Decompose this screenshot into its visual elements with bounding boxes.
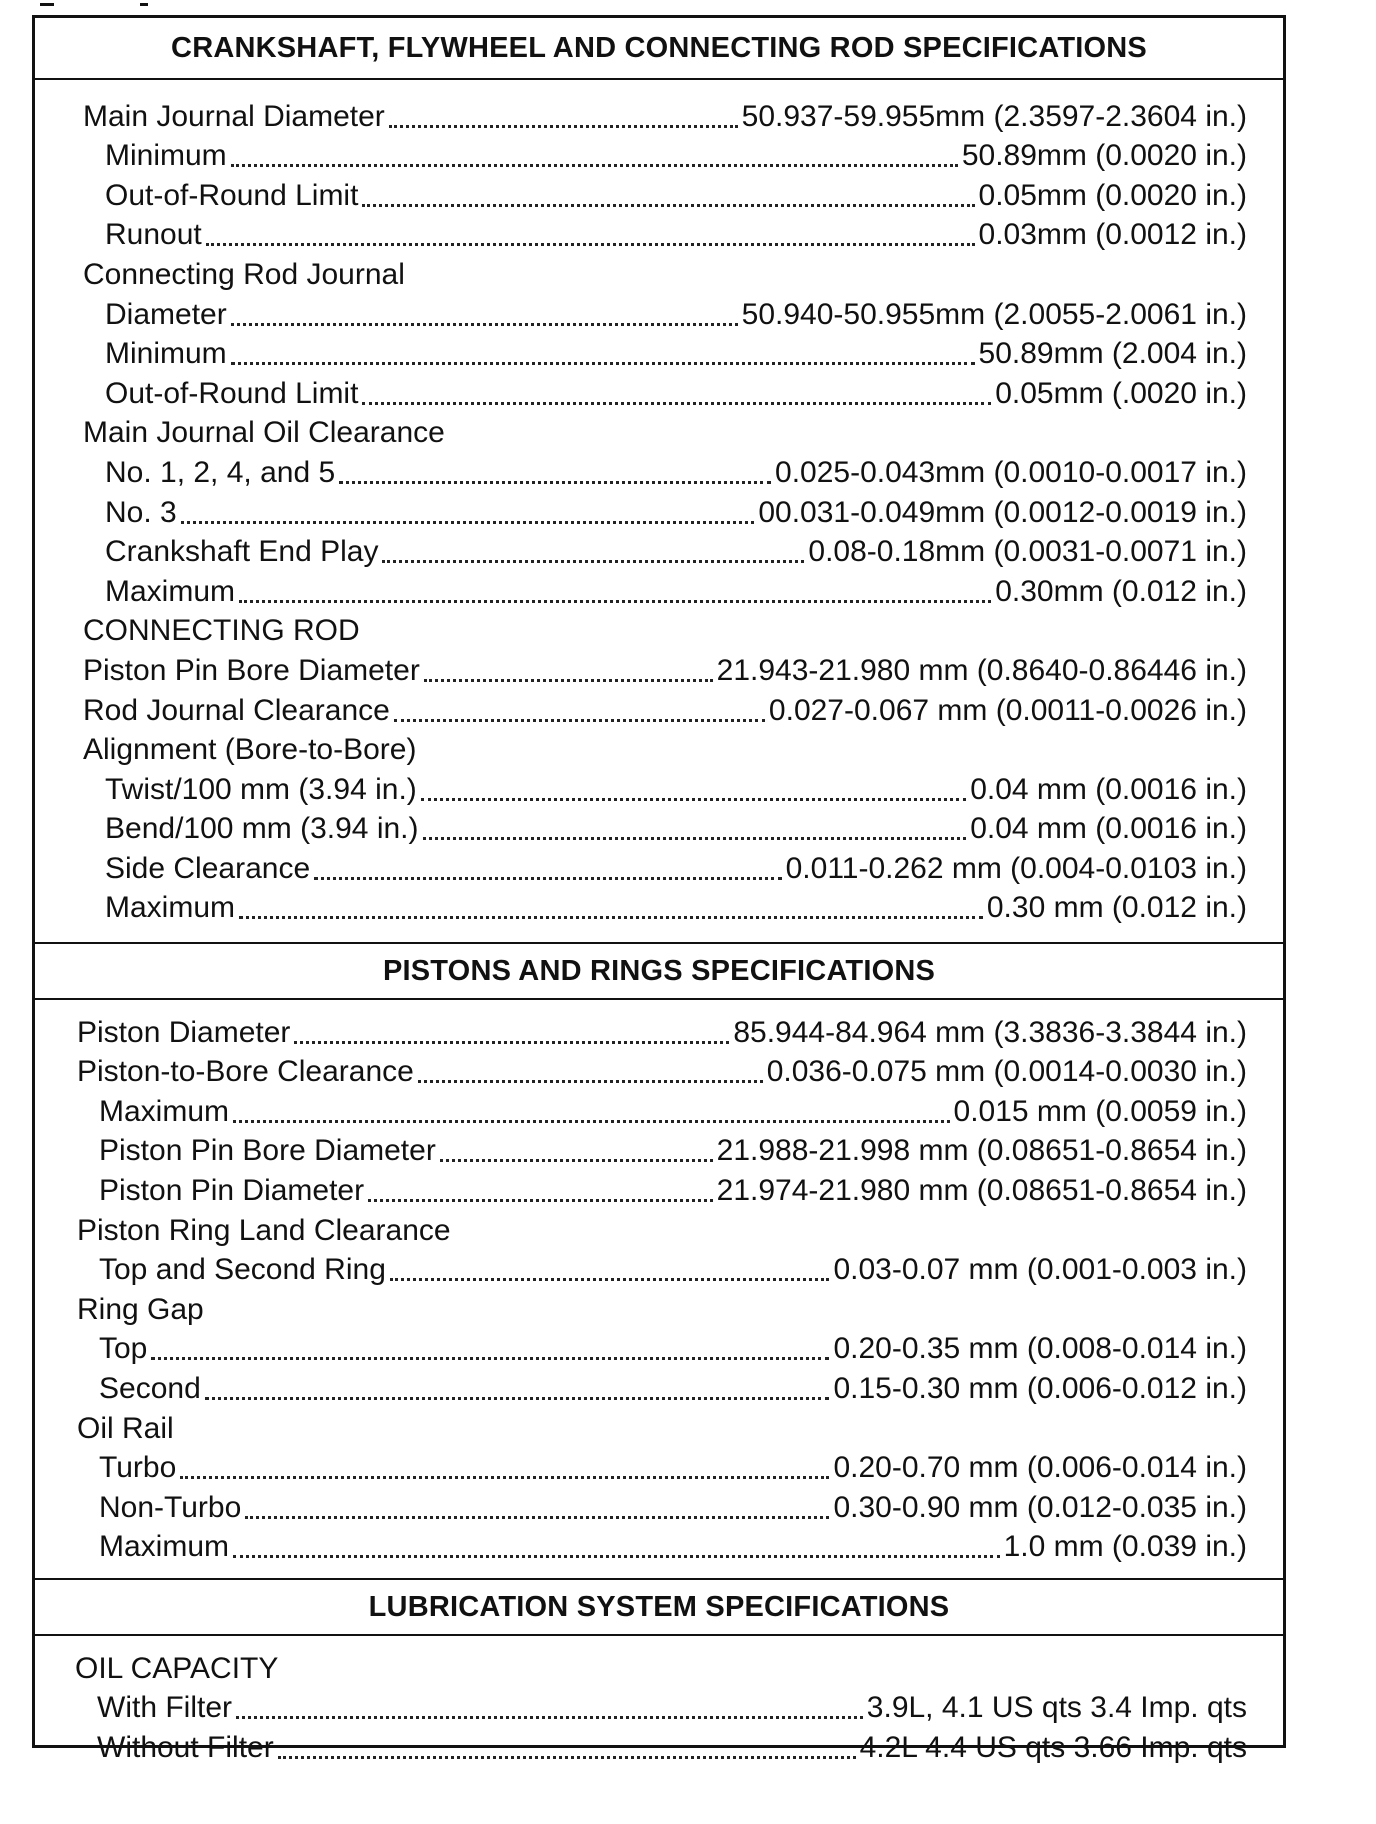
- spec-label: Crankshaft End Play: [105, 535, 379, 569]
- spec-label: CONNECTING ROD: [83, 614, 360, 648]
- spec-row: [35, 886, 1283, 926]
- spec-row: [35, 1686, 1283, 1726]
- dot-leader: [362, 401, 991, 405]
- spec-label: Maximum: [99, 1530, 230, 1564]
- spec-label: Runout: [105, 218, 202, 252]
- spec-row: [35, 1406, 1283, 1446]
- dot-leader: [278, 1755, 856, 1759]
- spec-label: Second: [99, 1371, 201, 1405]
- section-header-pistons: [35, 942, 1283, 1000]
- dot-leader: [421, 797, 966, 801]
- spec-value: 0.30 mm (0.012 in.): [986, 891, 1247, 925]
- dot-leader: [390, 1277, 830, 1281]
- spec-row: [35, 252, 1283, 292]
- spec-row: [35, 94, 1283, 134]
- spec-label: Diameter: [105, 297, 227, 331]
- dot-leader: [440, 1158, 713, 1162]
- spec-value: 21.988-21.998 mm (0.08651-0.8654 in.): [716, 1134, 1247, 1168]
- spec-label: Connecting Rod Journal: [83, 257, 405, 291]
- dot-leader: [423, 836, 967, 840]
- spec-value: 0.011-0.262 mm (0.004-0.0103 in.): [785, 851, 1247, 885]
- spec-label: Turbo: [99, 1451, 177, 1485]
- spec-value: 0.08-0.18mm (0.0031-0.0071 in.): [808, 535, 1247, 569]
- spec-label: Top: [99, 1332, 148, 1366]
- spec-label: Maximum: [105, 574, 236, 608]
- spec-value: 0.027-0.067 mm (0.0011-0.0026 in.): [768, 693, 1247, 727]
- spec-value: 0.20-0.70 mm (0.006-0.014 in.): [833, 1451, 1247, 1485]
- spec-row: [35, 728, 1283, 768]
- spec-label: Minimum: [105, 337, 227, 371]
- spec-value: 3.9L, 4.1 US qts 3.4 Imp. qts: [866, 1691, 1247, 1725]
- spec-row: [35, 213, 1283, 253]
- spec-value: 85.944-84.964 mm (3.3836-3.3844 in.): [733, 1015, 1247, 1049]
- dot-leader: [394, 718, 765, 722]
- spec-row: [35, 1525, 1283, 1565]
- spec-row: [35, 609, 1283, 649]
- dot-leader: [231, 322, 738, 326]
- spec-label: Without Filter: [97, 1730, 274, 1764]
- spec-row: [35, 648, 1283, 688]
- spec-label: Piston Pin Bore Diameter: [83, 653, 420, 687]
- spec-row: [35, 450, 1283, 490]
- spec-value: 0.015 mm (0.0059 in.): [953, 1094, 1247, 1128]
- spec-value: 0.04 mm (0.0016 in.): [970, 772, 1247, 806]
- spec-row: [35, 1050, 1283, 1090]
- spec-row: [35, 1168, 1283, 1208]
- spec-row: [35, 1089, 1283, 1129]
- dot-leader: [314, 876, 781, 880]
- section-title: PISTONS AND RINGS SPECIFICATIONS: [382, 954, 936, 987]
- spec-value: 21.974-21.980 mm (0.08651-0.8654 in.): [716, 1173, 1247, 1207]
- spec-value: 50.89mm (0.0020 in.): [961, 139, 1247, 173]
- spec-label: Main Journal Diameter: [83, 99, 385, 133]
- dot-leader: [233, 1119, 950, 1123]
- spec-row: [35, 173, 1283, 213]
- dot-leader: [294, 1040, 729, 1044]
- spec-value: 0.05mm (.0020 in.): [995, 376, 1247, 410]
- dot-leader: [368, 1198, 713, 1202]
- section-body-crankshaft: [35, 80, 1283, 942]
- spec-value: 50.937-59.955mm (2.3597-2.3604 in.): [741, 99, 1247, 133]
- spec-label: No. 3: [105, 495, 177, 529]
- spec-row: [35, 1485, 1283, 1525]
- section-body-lubrication: [35, 1636, 1283, 1764]
- spec-row: [35, 1010, 1283, 1050]
- spec-label: Maximum: [105, 891, 236, 925]
- spec-value: 0.30-0.90 mm (0.012-0.035 in.): [833, 1490, 1247, 1524]
- spec-row: [35, 846, 1283, 886]
- spec-row: [35, 807, 1283, 847]
- spec-value: 0.30mm (0.012 in.): [995, 574, 1247, 608]
- corner-mark: [40, 0, 150, 12]
- spec-row: [35, 1725, 1283, 1765]
- dot-leader: [233, 1554, 1000, 1558]
- spec-row: [35, 767, 1283, 807]
- spec-row: [35, 569, 1283, 609]
- spec-label: Maximum: [99, 1094, 230, 1128]
- spec-value: 0.036-0.075 mm (0.0014-0.0030 in.): [766, 1055, 1247, 1089]
- spec-row: [35, 411, 1283, 451]
- dot-leader: [181, 520, 755, 524]
- section-body-pistons: [35, 1000, 1283, 1578]
- spec-label: OIL CAPACITY: [75, 1651, 279, 1685]
- spec-label: Out-of-Round Limit: [105, 178, 359, 212]
- dot-leader: [239, 599, 991, 603]
- spec-row: [35, 292, 1283, 332]
- spec-label: Piston Pin Diameter: [99, 1173, 365, 1207]
- spec-row: [35, 371, 1283, 411]
- dot-leader: [236, 1715, 863, 1719]
- spec-label: Non-Turbo: [99, 1490, 242, 1524]
- section-title: CRANKSHAFT, FLYWHEEL AND CONNECTING ROD SPECIFICATIONS: [171, 31, 1147, 64]
- spec-row: [35, 490, 1283, 530]
- spec-label: With Filter: [97, 1691, 232, 1725]
- spec-value: 00.031-0.049mm (0.0012-0.0019 in.): [758, 495, 1247, 529]
- spec-table: [32, 15, 1286, 1764]
- spec-label: Side Clearance: [105, 851, 311, 885]
- spec-row: [35, 134, 1283, 174]
- dot-leader: [151, 1356, 829, 1360]
- spec-value: 0.025-0.043mm (0.0010-0.0017 in.): [775, 455, 1247, 489]
- dot-leader: [389, 124, 738, 128]
- dot-leader: [239, 915, 983, 919]
- spec-row: [35, 1208, 1283, 1248]
- dot-leader: [245, 1515, 829, 1519]
- spec-row: [35, 1446, 1283, 1486]
- dot-leader: [206, 242, 975, 246]
- spec-row: [35, 1248, 1283, 1288]
- spec-row: [35, 1366, 1283, 1406]
- spec-label: Minimum: [105, 139, 227, 173]
- spec-row: [35, 1646, 1283, 1686]
- spec-label: No. 1, 2, 4, and 5: [105, 455, 336, 489]
- spec-row: [35, 530, 1283, 570]
- dot-leader: [362, 203, 974, 207]
- spec-value: 0.04 mm (0.0016 in.): [970, 812, 1247, 846]
- dot-leader: [424, 678, 713, 682]
- dot-leader: [382, 559, 804, 563]
- spec-value: 4.2L 4.4 US qts 3.66 Imp. qts: [859, 1730, 1247, 1764]
- spec-label: Rod Journal Clearance: [83, 693, 390, 727]
- spec-row: [35, 1287, 1283, 1327]
- spec-label: Bend/100 mm (3.94 in.): [105, 812, 419, 846]
- spec-label: Twist/100 mm (3.94 in.): [105, 772, 417, 806]
- spec-label: Top and Second Ring: [99, 1253, 386, 1287]
- spec-label: Piston Ring Land Clearance: [77, 1213, 451, 1247]
- section-header-lubrication: [35, 1578, 1283, 1636]
- spec-value: 50.940-50.955mm (2.0055-2.0061 in.): [741, 297, 1247, 331]
- spec-value: 0.03mm (0.0012 in.): [978, 218, 1247, 252]
- spec-label: Piston Pin Bore Diameter: [99, 1134, 436, 1168]
- spec-label: Alignment (Bore-to-Bore): [83, 733, 417, 767]
- section-title: LUBRICATION SYSTEM SPECIFICATIONS: [368, 1590, 950, 1623]
- spec-value: 0.15-0.30 mm (0.006-0.012 in.): [833, 1371, 1247, 1405]
- spec-row: [35, 688, 1283, 728]
- spec-value: 0.03-0.07 mm (0.001-0.003 in.): [833, 1253, 1247, 1287]
- spec-value: 1.0 mm (0.039 in.): [1003, 1530, 1247, 1564]
- spec-row: [35, 1327, 1283, 1367]
- spec-row: [35, 1129, 1283, 1169]
- spec-value: 0.20-0.35 mm (0.008-0.014 in.): [833, 1332, 1247, 1366]
- spec-label: Main Journal Oil Clearance: [83, 416, 445, 450]
- spec-label: Piston-to-Bore Clearance: [77, 1055, 414, 1089]
- dot-leader: [205, 1396, 830, 1400]
- dot-leader: [231, 163, 958, 167]
- spec-label: Out-of-Round Limit: [105, 376, 359, 410]
- spec-value: 50.89mm (2.004 in.): [978, 337, 1247, 371]
- spec-label: Oil Rail: [77, 1411, 174, 1445]
- spec-value: 21.943-21.980 mm (0.8640-0.86446 in.): [716, 653, 1247, 687]
- dot-leader: [231, 361, 975, 365]
- dot-leader: [180, 1475, 829, 1479]
- spec-row: [35, 332, 1283, 372]
- spec-label: Ring Gap: [77, 1292, 204, 1326]
- section-header-crankshaft: [35, 18, 1283, 80]
- spec-label: Piston Diameter: [77, 1015, 291, 1049]
- dot-leader: [418, 1079, 763, 1083]
- spec-value: 0.05mm (0.0020 in.): [978, 178, 1247, 212]
- dot-leader: [339, 480, 771, 484]
